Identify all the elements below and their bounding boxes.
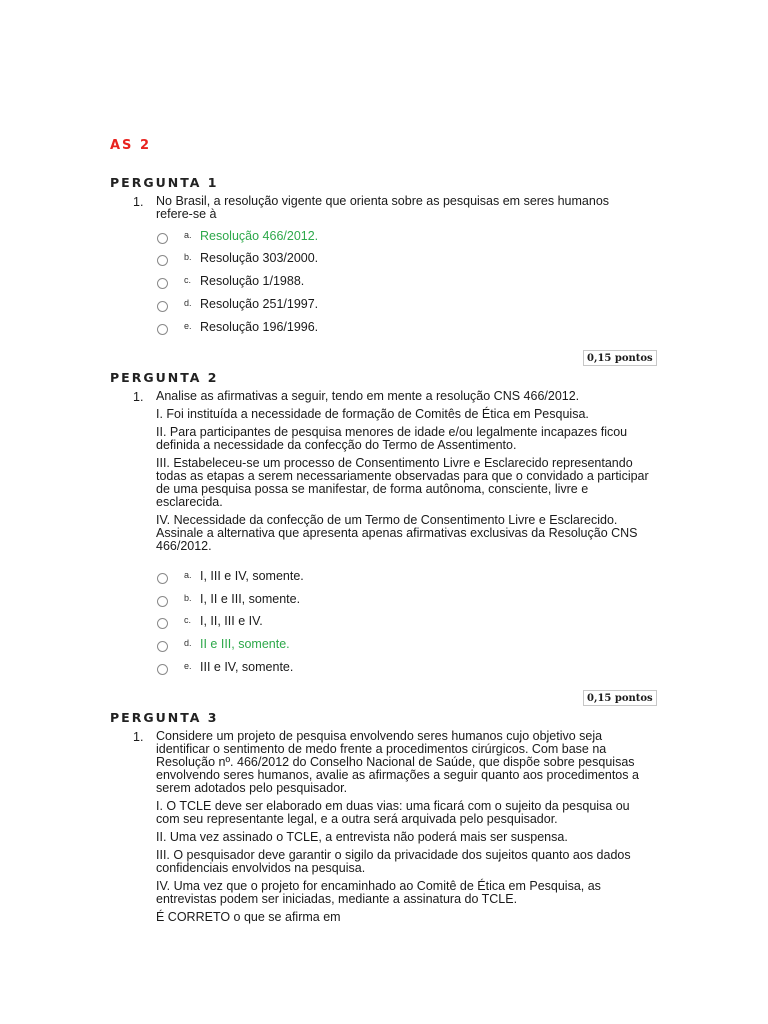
question-3-paragraph: É CORRETO o que se afirma em (156, 910, 341, 924)
option-letter: a. (184, 570, 192, 580)
radio-button[interactable] (157, 664, 168, 675)
radio-button[interactable] (157, 278, 168, 289)
option-label: I, II, III e IV. (200, 614, 263, 628)
option-letter: e. (184, 661, 192, 671)
option-letter: b. (184, 593, 192, 603)
question-2-text (156, 390, 651, 558)
option-letter: c. (184, 615, 192, 625)
page-title: AS 2 (110, 138, 151, 153)
option-label-correct: Resolução 466/2012. (200, 229, 319, 243)
radio-button[interactable] (157, 301, 168, 312)
question-3-paragraph: Considere um projeto de pesquisa envolvendo seres humanos cujo objetivo seja identificar o sentimento de medo frente a procedimentos cirúrgicos. Com base na Resolução nº. 466/2012 do Conselho Nacional de Saúde, que dispõe sobre pesquisas envolvendo seres humanos, avalie as afirmações a seguir quanto aos procedimentos a serem adotados pelo pesquisador. (156, 729, 639, 795)
question-3-number: 1. (133, 730, 144, 744)
radio-button[interactable] (157, 233, 168, 244)
option-label: III e IV, somente. (200, 660, 294, 674)
question-2-paragraph: Analise as afirmativas a seguir, tendo em mente a resolução CNS 466/2012. (156, 389, 580, 403)
question-2-paragraph: III. Estabeleceu-se um processo de Consentimento Livre e Esclarecido representando todas as etapas a serem necessariamente observadas para que o convidado a participar de uma pesquisa possa se manifestar, de forma autônoma, consciente, livre e esclarecida. (156, 456, 649, 509)
option-letter: a. (184, 230, 192, 240)
question-1-number: 1. (133, 195, 144, 209)
question-2-paragraph: II. Para participantes de pesquisa menores de idade e/ou legalmente incapazes ficou definida a necessidade da confecção do Termo de Assentimento. (156, 425, 628, 452)
question-2-number: 1. (133, 390, 144, 404)
question-3-paragraph: IV. Uma vez que o projeto for encaminhado ao Comitê de Ética em Pesquisa, as entrevistas podem ser iniciadas, mediante a assinatura do TCLE. (156, 879, 601, 906)
points-badge: 0,15 pontos (583, 690, 657, 706)
question-3-paragraph: III. O pesquisador deve garantir o sigilo da privacidade dos sujeitos quanto aos dados confidenciais envolvidos na pesquisa. (156, 848, 631, 875)
radio-button[interactable] (157, 596, 168, 607)
question-2-paragraph: IV. Necessidade da confecção de um Termo de Consentimento Livre e Esclarecido. Assinale a alternativa que apresenta apenas afirmativas exclusivas da Resolução CNS 466/2012. (156, 513, 638, 553)
points-badge: 0,15 pontos (583, 350, 657, 366)
radio-button[interactable] (157, 618, 168, 629)
option-label: Resolução 251/1997. (200, 297, 319, 311)
option-label-correct: II e III, somente. (200, 637, 290, 651)
question-2-paragraph: I. Foi instituída a necessidade de formação de Comitês de Ética em Pesquisa. (156, 407, 589, 421)
question-3-heading: PERGUNTA 3 (110, 710, 219, 725)
option-letter: b. (184, 252, 192, 262)
question-1-heading: PERGUNTA 1 (110, 175, 219, 190)
question-2-heading: PERGUNTA 2 (110, 370, 219, 385)
question-3-paragraph: II. Uma vez assinado o TCLE, a entrevista não poderá mais ser suspensa. (156, 830, 568, 844)
question-3-paragraph: I. O TCLE deve ser elaborado em duas vias: uma ficará com o sujeito da pesquisa ou com seu representante legal, e a outra será arquivada pelo pesquisador. (156, 799, 630, 826)
option-label: Resolução 303/2000. (200, 251, 319, 265)
radio-button[interactable] (157, 641, 168, 652)
question-3-text (156, 730, 656, 929)
option-letter: d. (184, 638, 192, 648)
option-letter: d. (184, 298, 192, 308)
option-label: I, III e IV, somente. (200, 569, 304, 583)
question-1-text (156, 195, 626, 226)
radio-button[interactable] (157, 255, 168, 266)
option-label: Resolução 1/1988. (200, 274, 305, 288)
question-1-paragraph: No Brasil, a resolução vigente que orienta sobre as pesquisas em seres humanos refere-se à (156, 194, 610, 221)
option-label: Resolução 196/1996. (200, 320, 319, 334)
option-label: I, II e III, somente. (200, 592, 301, 606)
radio-button[interactable] (157, 324, 168, 335)
option-letter: c. (184, 275, 192, 285)
radio-button[interactable] (157, 573, 168, 584)
option-letter: e. (184, 321, 192, 331)
